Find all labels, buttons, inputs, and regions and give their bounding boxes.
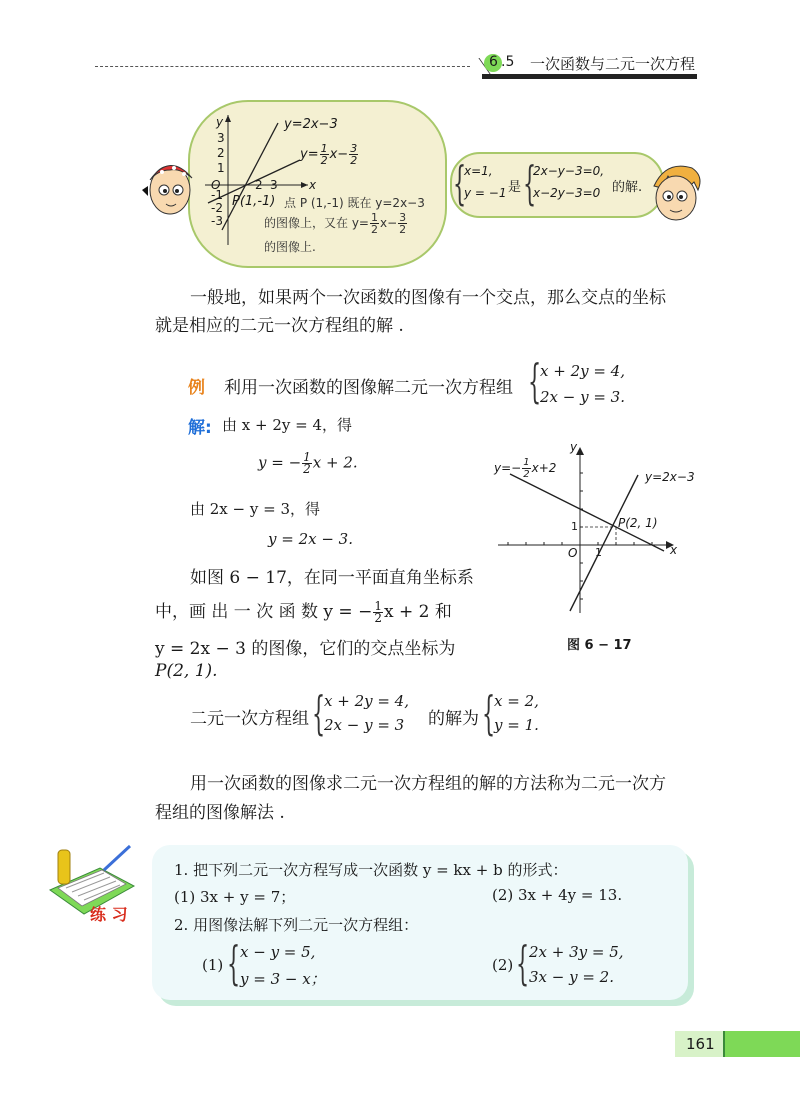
solution-line9-eq2: 2x − y = 3 <box>324 716 405 734</box>
bubble-note-line3: 的图像上. <box>264 240 316 254</box>
solution-brace-1: { <box>312 686 326 740</box>
graph-point-label: P(1,-1) <box>232 194 276 209</box>
right-bubble-tail: 的解. <box>612 180 643 195</box>
fig-origin: O <box>568 546 578 560</box>
solution-line6: 中，画 出 一 次 函 数 y = − $\frac{1}{2}$ x + 2 和 <box>155 599 452 625</box>
fig-y-tick-1: 1 <box>571 520 578 533</box>
fig-line-decreasing <box>510 474 664 551</box>
fraction-one-half-fig: $\frac{1}{2}$ <box>523 457 530 480</box>
solution-s1: x = 2, <box>494 692 539 710</box>
solution-line9-eq1: x + 2y = 4, <box>324 692 409 710</box>
header-green-bar <box>482 74 697 79</box>
fig-x-label: x <box>670 543 678 557</box>
graph-x-label: x <box>309 178 317 192</box>
graph-y-tick-3: 3 <box>217 131 225 145</box>
cartoon-girl-icon <box>140 150 196 220</box>
section-number-suffix: .5 <box>501 54 515 70</box>
fig-x-tick-1: 1 <box>595 546 602 559</box>
example-eq2: 2x − y = 3. <box>540 388 625 406</box>
fraction-one-half-sol: $\frac{1}{2}$ <box>303 450 311 476</box>
para2-line2: 程组的图像解法 . <box>155 803 285 823</box>
right-bubble-eq1: 2x−y−3=0, <box>533 164 605 178</box>
graph-y-arrow <box>225 115 231 122</box>
fig-line-a-label: y=− $\frac{1}{2}$ x+2 <box>494 457 557 480</box>
fraction-one-half: $\frac{1}{2}$ <box>320 142 328 167</box>
graph-y-tick-m3: -3 <box>211 214 223 228</box>
practice-q2a-eq1: x − y = 5, <box>240 943 316 961</box>
cartoon-boy-icon <box>646 160 704 226</box>
bubble-note-line1: 点 P (1,-1) 既在 y=2x−3 <box>284 196 425 210</box>
header-dashed-rule <box>95 66 470 67</box>
right-bubble-eq2: x−2y−3=0 <box>533 186 601 200</box>
graph-y-tick-1: 1 <box>217 161 225 175</box>
solution-line1: 由 x + 2y = 4，得 <box>222 416 352 434</box>
figure-caption: 图 6 − 17 <box>567 638 632 653</box>
graph-x-tick-2: 2 <box>255 178 263 192</box>
solution-line3: 由 2x − y = 3，得 <box>190 500 320 518</box>
right-bubble-sol-y: y = −1 <box>464 186 507 200</box>
example-label: 例 <box>188 378 205 398</box>
practice-q2: 2. 用图像法解下列二元一次方程组： <box>174 916 419 934</box>
graph-y-tick-m1: -1 <box>211 188 223 202</box>
practice-q2a-brace: { <box>227 936 241 990</box>
example-eq1: x + 2y = 4, <box>540 362 625 380</box>
solution-line5: 如图 6 − 17，在同一平面直角坐标系 <box>190 568 474 588</box>
solution-label: 解: <box>188 418 212 438</box>
fraction-three-halves-note: $\frac{3}{2}$ <box>399 211 407 236</box>
graph-line1-label: y=2x−3 <box>284 117 338 132</box>
para1-line2: 就是相应的二元一次方程组的解 . <box>155 316 404 336</box>
practice-q1: 1. 把下列二元一次方程写成一次函数 y = kx + b 的形式： <box>174 861 568 879</box>
fig-point-label: P(2, 1) <box>618 516 658 530</box>
fraction-one-half-line6: $\frac{1}{2}$ <box>374 599 382 625</box>
solution-brace-2: { <box>482 686 496 740</box>
practice-q2b-eq1: 2x + 3y = 5, <box>529 943 624 961</box>
graph-y-tick-2: 2 <box>217 146 225 160</box>
practice-q2b-brace: { <box>516 936 530 990</box>
example-text: 利用一次函数的图像解二元一次方程组 <box>224 378 513 398</box>
right-bubble-is: 是 <box>508 180 522 195</box>
graph-y-tick-m2: -2 <box>211 201 223 215</box>
section-number: 6 <box>489 54 498 70</box>
fraction-one-half-note: $\frac{1}{2}$ <box>370 211 378 236</box>
right-bubble-sol-x: x=1, <box>464 164 493 178</box>
solution-line4: y = 2x − 3. <box>268 530 353 548</box>
solution-line9-a: 二元一次方程组 <box>190 709 309 729</box>
practice-q2b-label: (2) <box>492 956 514 974</box>
solution-line7: y = 2x − 3 的图像，它们的交点坐标为 <box>155 639 456 659</box>
practice-q2b-eq2: 3x − y = 2. <box>529 968 614 986</box>
bubble-note-line2: 的图像上，又在 y= $\frac{1}{2}$ x− $\frac{3}{2}$ <box>264 211 407 236</box>
graph-origin: O <box>211 178 221 192</box>
graph-line2-suffix: x− <box>329 147 349 162</box>
graph-line2-label <box>300 143 359 166</box>
practice-q2a-eq2: y = 3 − x； <box>240 970 326 988</box>
fig-line-b-label: y=2x−3 <box>645 470 695 484</box>
fraction-three-halves: $\frac{3}{2}$ <box>350 142 358 167</box>
graph-x-arrow <box>301 182 308 188</box>
solution-s2: y = 1. <box>494 716 539 734</box>
graph-x-tick-3: 3 <box>270 178 278 192</box>
fig-y-label: y <box>570 440 578 454</box>
solution-line8: P(2, 1). <box>155 661 218 681</box>
practice-q1b: (2) 3x + 4y = 13. <box>492 886 623 904</box>
graph-line2-prefix: y= <box>300 147 319 162</box>
solution-line2: y = − $\frac{1}{2}$ x + 2. <box>258 450 358 476</box>
graph-y-label: y <box>216 115 224 129</box>
fig-y-arrow <box>576 447 584 455</box>
practice-q1a: (1) 3x + y = 7； <box>174 888 296 906</box>
right-bubble-brace-1: { <box>453 156 467 210</box>
solution-line9-b: 的解为 <box>428 709 479 729</box>
page-number: 161 <box>686 1035 715 1053</box>
right-bubble-brace-2: { <box>523 156 537 210</box>
section-title: 一次函数与二元一次方程 <box>530 55 696 73</box>
example-brace: { <box>528 354 542 408</box>
practice-badge: 练 习 <box>90 905 128 924</box>
para1-line1: 一般地，如果两个一次函数的图像有一个交点，那么交点的坐标 <box>190 288 666 308</box>
practice-q2a-label: (1) <box>202 956 224 974</box>
para2-line1: 用一次函数的图像求二元一次方程组的解的方法称为二元一次方 <box>190 774 666 794</box>
